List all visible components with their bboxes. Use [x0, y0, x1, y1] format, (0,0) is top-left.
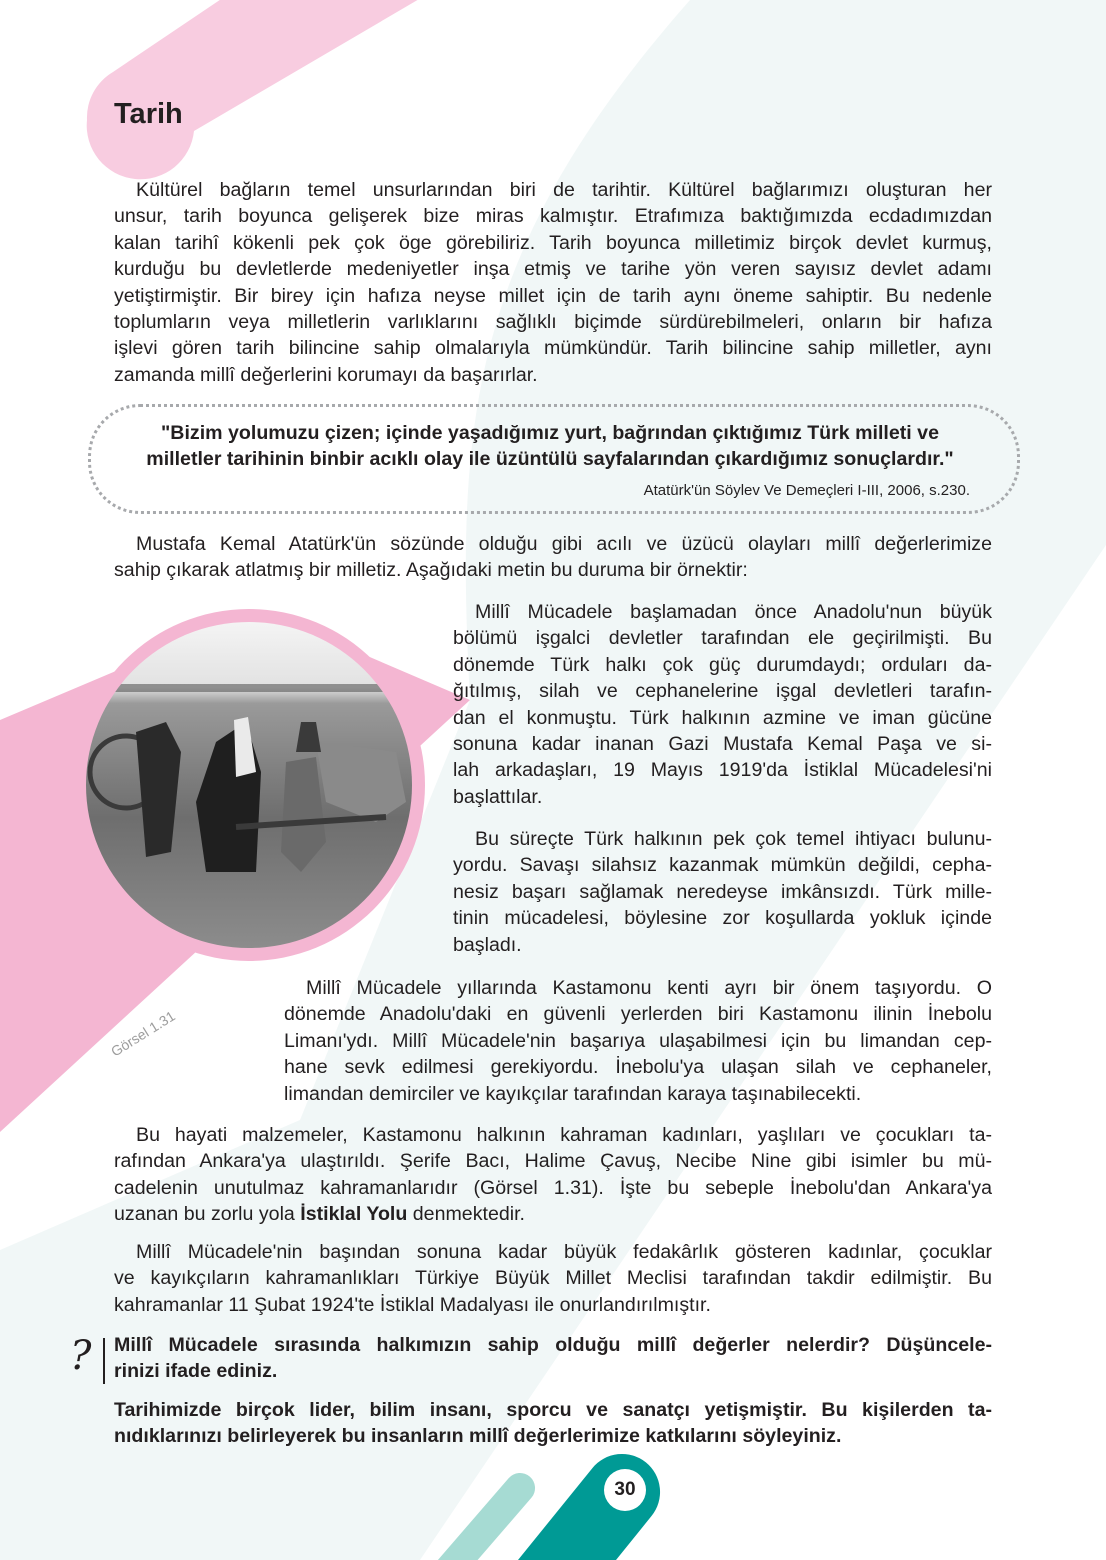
- text-line: zamanda millî değerlerini korumayı da başarırlar.: [114, 363, 538, 386]
- text-line: Millî Mücadele yıllarında Kastamonu kenti ayrı bir önem taşıyordu. O: [306, 977, 992, 999]
- text-line: Millî Mücadele'nin başından sonuna kadar büyük fedakârlık gösteren kadınlar, çocuklar: [136, 1241, 992, 1263]
- heroes-paragraph: [114, 1122, 992, 1228]
- honor-paragraph: [114, 1239, 992, 1318]
- text-line: toplumların veya milletlerin varlıklarını sağlıklı biçimde sürdürebilmeleri, onların bir hafıza: [114, 311, 992, 334]
- text-line: Bu süreçte Türk halkının pek çok temel ihtiyacı bulunu-: [475, 828, 992, 850]
- story-paragraph-2: [453, 826, 992, 958]
- text-line: başladı.: [453, 933, 522, 956]
- quote-text: [100, 420, 1000, 473]
- story-paragraph-3: [284, 975, 992, 1107]
- text-line: tinin mücadelesi, böylesine zor koşullarda yokluk içinde: [453, 907, 992, 930]
- text-line: nıdıklarınızı belirleyerek bu insanların millî değerlerimize katkılarını söyleyiniz.: [114, 1425, 842, 1448]
- quote-citation: Atatürk'ün Söylev Ve Demeçleri I-III, 2006, s.230.: [643, 482, 970, 499]
- figure-caption: Görsel 1.31: [108, 1007, 178, 1060]
- text-line: sonuna kadar inanan Gazi Mustafa Kemal Paşa ve si-: [453, 733, 992, 756]
- text-line: yetiştirmiştir. Bir birey için hafıza neyse millet için de tarih aynı öneme sahiptir. Bu nedenle: [114, 284, 992, 307]
- text-line: nesiz başarı sağlamak neredeyse imkânsızdı. Türk mille-: [453, 880, 992, 903]
- istiklal-yolu-term: İstiklal Yolu: [300, 1203, 408, 1226]
- text-line: unsur, tarih boyunca gelişerek bize miras kalmıştır. Etrafımıza baktığımızda ecdadımızdan: [114, 205, 992, 228]
- page-number: 30: [604, 1469, 646, 1511]
- task-paragraph: [114, 1397, 992, 1450]
- text-line: başlattılar.: [453, 785, 543, 808]
- text-line: yordu. Savaşı silahsız kazanmak mümkün değildi, cepha-: [453, 854, 992, 877]
- text-line: Millî Mücadele sırasında halkımızın sahip olduğu millî değerler nelerdir? Düşüncele-: [114, 1334, 992, 1356]
- text-line: ğıtılmış, silah ve cephanelerine işgal devletleri tarafın-: [453, 680, 992, 703]
- text-line: rinizi ifade ediniz.: [114, 1360, 278, 1383]
- text-segment: uzanan bu zorlu yola: [114, 1203, 301, 1226]
- text-line: rafından Ankara'ya ulaştırıldı. Şerife Bacı, Halime Çavuş, Necibe Nine gibi isimler bu mü-: [114, 1150, 992, 1173]
- title-pink-band: [87, 0, 496, 179]
- question-divider: [103, 1338, 105, 1384]
- text-line: limandan demirciler ve kayıkçılar tarafından karaya taşınabilecekti.: [284, 1082, 862, 1105]
- question-mark-icon: ?: [70, 1333, 92, 1379]
- text-line: dönemde Anadolu'daki en güvenli yerlerden biri Kastamonu ilinin İnebolu: [284, 1003, 992, 1026]
- text-line: dönemde Türk halkı çok güç durumdaydı; orduları da-: [453, 653, 992, 676]
- text-line: Limanı'ydı. Millî Mücadele'nin başarıya ulaşabilmesi için bu limandan cep-: [284, 1029, 992, 1052]
- text-line: hane sevk edilmesi gerekiyordu. İnebolu'ya ulaşan silah ve cephaneler,: [284, 1056, 992, 1079]
- quote-line: "Bizim yolumuzu çizen; içinde yaşadığımız yurt, bağrından çıktığımız Türk milleti ve: [161, 422, 939, 444]
- story-paragraph-1: [453, 599, 992, 810]
- text-line: kurduğu bu devletlerde medeniyetler inşa etmiş ve tarihe yön veren sayısız devlet adamı: [114, 258, 992, 281]
- text-line: kahramanlar 11 Şubat 1924'te İstiklal Madalyası ile onurlandırılmıştır.: [114, 1293, 711, 1316]
- text-line: bölümü işgalci devletler tarafından ele geçirilmişti. Bu: [453, 627, 992, 650]
- text-line: lah arkadaşları, 19 Mayıs 1919'da İstiklal Mücadelesi'ni: [453, 759, 992, 782]
- text-line: dan el konmuştu. Türk halkının azmine ve iman gücüne: [453, 706, 992, 729]
- intro-paragraph: [114, 177, 992, 388]
- text-line: Bu hayati malzemeler, Kastamonu halkının kahraman kadınları, yaşlıları ve çocukları ta-: [136, 1124, 992, 1146]
- text-line: sahip çıkarak atlatmış bir milletiz. Aşağıdaki metin bu duruma bir örnektir:: [114, 559, 748, 582]
- text-line: Tarihimizde birçok lider, bilim insanı, sporcu ve sanatçı yetişmiştir. Bu kişilerden ta-: [114, 1399, 992, 1421]
- historical-photo: [86, 622, 412, 948]
- text-line: Millî Mücadele başlamadan önce Anadolu'nun büyük: [475, 601, 992, 623]
- text-line: kalan tarihî kökenli pek çok öge görebiliriz. Tarih boyunca milletimiz birçok devlet kurmuş,: [114, 231, 992, 254]
- text-segment: denmektedir.: [407, 1203, 525, 1226]
- photo-image: [86, 622, 412, 948]
- text-line: Mustafa Kemal Atatürk'ün sözünde olduğu gibi acılı ve üzücü olayları millî değerlerimize: [136, 533, 992, 555]
- text-line: [114, 1201, 992, 1227]
- text-line: Kültürel bağların temel unsurlarından biri de tarihtir. Kültürel bağlarımızı oluşturan her: [136, 179, 992, 201]
- text-line: işlevi gören tarih bilincine sahip olmalarıyla mümkündür. Tarih bilincine sahip milletler, aynı: [114, 337, 992, 360]
- text-line: ve kayıkçıların kahramanlıkları Türkiye Büyük Millet Meclisi tarafından takdir edilmiştir. Bu: [114, 1267, 992, 1290]
- text-line: cadelenin unutulmaz kahramanlarıdır (Görsel 1.31). İşte bu sebeple İnebolu'dan Ankara'ya: [114, 1176, 992, 1199]
- teal-band: [518, 1454, 660, 1560]
- quote-line: milletler tarihinin binbir acıklı olay ile üzüntülü sayfalarından çıkardığımız sonuçlardır.": [146, 448, 954, 471]
- question-paragraph: [114, 1332, 992, 1385]
- lead-paragraph: [114, 531, 992, 584]
- page-title: Tarih: [114, 98, 183, 130]
